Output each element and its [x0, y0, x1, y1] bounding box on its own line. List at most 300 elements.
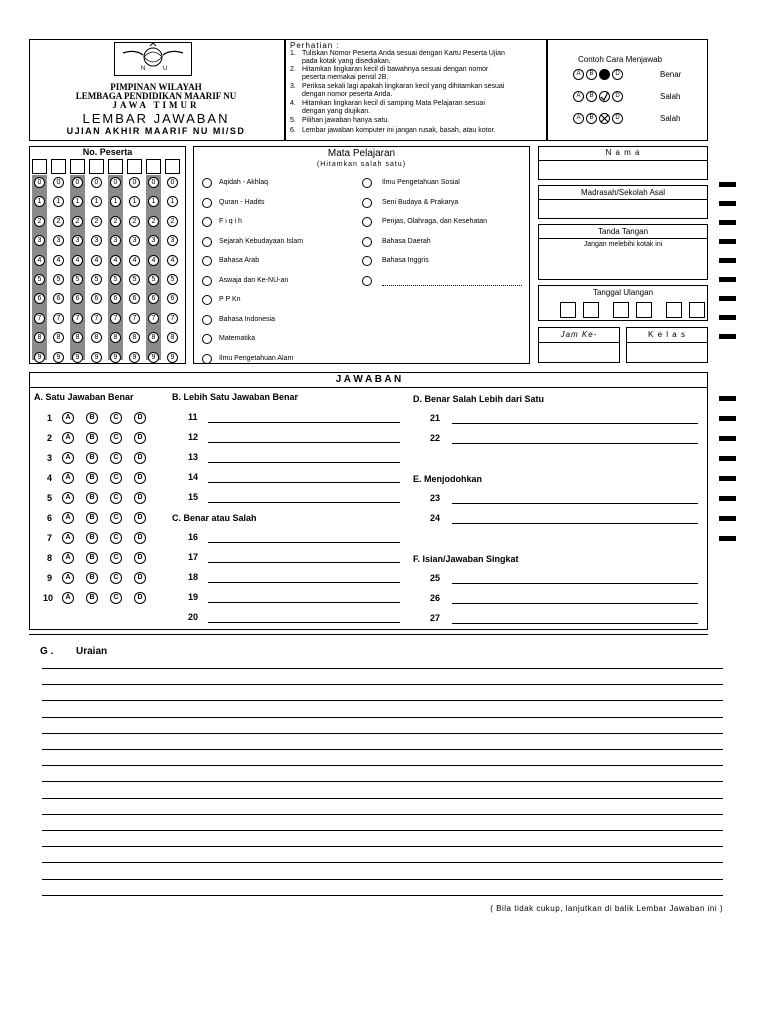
date-cell[interactable]	[583, 302, 599, 318]
example-bubble: A	[573, 113, 584, 124]
essay-line[interactable]	[42, 798, 723, 799]
digit-bubble[interactable]: 5	[148, 274, 159, 285]
subject-title: Mata Pelajaran	[327, 148, 396, 159]
question-number: 12	[188, 432, 199, 442]
digit-bubble[interactable]: 9	[110, 352, 121, 363]
section-c-title: C. Benar atau Salah	[172, 513, 257, 523]
subject-label: Penjas, Olahraga, dan Kesehatan	[382, 218, 488, 225]
answer-option-bubble[interactable]: D	[134, 492, 146, 504]
question-number: 18	[188, 572, 199, 582]
digit-bubble[interactable]: 5	[110, 274, 121, 285]
subject-bubble[interactable]	[362, 198, 372, 208]
essay-line[interactable]	[42, 895, 723, 896]
digit-entry-cell[interactable]	[127, 159, 142, 174]
instruction-text: Lembar jawaban komputer ini jangan rusak, basah, atau kotor.	[302, 127, 496, 134]
question-number: 17	[188, 552, 199, 562]
answer-option-bubble[interactable]: B	[86, 592, 98, 604]
date-cell[interactable]	[636, 302, 652, 318]
instruction-text: Tuliskan Nomor Peserta Anda sesuai dengan Kartu Peserta Ujian	[302, 50, 505, 57]
digit-bubble[interactable]: 7	[34, 313, 45, 324]
instruction-text-cont: dengan nomor peserta Anda.	[302, 91, 393, 98]
timing-mark	[719, 334, 736, 339]
nama-label: N a m a	[605, 148, 641, 157]
date-cell[interactable]	[560, 302, 576, 318]
timing-mark	[719, 239, 736, 244]
digit-bubble[interactable]: 4	[129, 255, 140, 266]
essay-line[interactable]	[42, 733, 723, 734]
example-bubble: D	[612, 113, 623, 124]
answer-line[interactable]	[208, 502, 400, 503]
digit-entry-cell[interactable]	[108, 159, 123, 174]
header-divider-1	[284, 39, 286, 141]
digit-bubble[interactable]: 4	[110, 255, 121, 266]
subject-bubble[interactable]	[202, 237, 212, 247]
digit-bubble[interactable]: 7	[129, 313, 140, 324]
answer-option-bubble[interactable]: D	[134, 472, 146, 484]
answer-option-bubble[interactable]: C	[110, 512, 122, 524]
jam-label: Jam Ke-	[560, 330, 598, 339]
digit-bubble[interactable]: 6	[91, 293, 102, 304]
subject-bubble[interactable]	[202, 354, 212, 364]
timing-mark	[719, 536, 736, 541]
answer-option-bubble[interactable]: A	[62, 412, 74, 424]
digit-bubble[interactable]: 0	[91, 177, 102, 188]
question-number: 8	[47, 553, 53, 563]
digit-bubble[interactable]: 6	[167, 293, 178, 304]
digit-bubble[interactable]: 4	[148, 255, 159, 266]
answer-option-bubble[interactable]: C	[110, 452, 122, 464]
instruction-number: 1.	[290, 50, 296, 57]
instruction-text: Hitamkan lingkaran kecil di samping Mata Pelajaran sesuai	[302, 100, 485, 107]
answer-option-bubble[interactable]: D	[134, 512, 146, 524]
answer-option-bubble[interactable]: A	[62, 492, 74, 504]
subject-other-line[interactable]	[382, 285, 522, 286]
answer-option-bubble[interactable]: B	[86, 472, 98, 484]
essay-line[interactable]	[42, 846, 723, 847]
digit-bubble[interactable]: 3	[110, 235, 121, 246]
digit-bubble[interactable]: 3	[72, 235, 83, 246]
answer-option-bubble[interactable]: B	[86, 552, 98, 564]
digit-bubble[interactable]: 4	[53, 255, 64, 266]
example-bubble	[599, 91, 610, 102]
example-bubble: A	[573, 69, 584, 80]
digit-bubble[interactable]: 3	[34, 235, 45, 246]
digit-bubble[interactable]: 3	[148, 235, 159, 246]
essay-line[interactable]	[42, 814, 723, 815]
answer-line[interactable]	[208, 442, 400, 443]
digit-bubble[interactable]: 9	[72, 352, 83, 363]
date-label: Tanggal Ulangan	[592, 288, 654, 297]
digit-bubble[interactable]: 9	[167, 352, 178, 363]
answer-line[interactable]	[452, 523, 698, 524]
digit-entry-cell[interactable]	[70, 159, 85, 174]
answer-option-bubble[interactable]: C	[110, 432, 122, 444]
answer-option-bubble[interactable]: D	[134, 432, 146, 444]
timing-mark	[719, 476, 736, 481]
example-bubble: B	[586, 69, 597, 80]
date-cell[interactable]	[689, 302, 705, 318]
answer-option-bubble[interactable]: C	[110, 592, 122, 604]
essay-line[interactable]	[42, 862, 723, 863]
subject-label: Aqidah - Akhlaq	[219, 179, 269, 186]
timing-mark	[719, 516, 736, 521]
instruction-number: 5.	[290, 117, 296, 124]
subject-label: Bahasa Arab	[219, 257, 260, 264]
subject-label: P P Kn	[219, 296, 241, 303]
timing-mark	[719, 496, 736, 501]
digit-bubble[interactable]: 4	[167, 255, 178, 266]
instruction-text-cont: peserta memakai pensil 2B.	[302, 74, 389, 81]
org-line3: JAWA TIMUR	[112, 100, 200, 110]
question-number: 21	[430, 413, 441, 423]
answer-line[interactable]	[452, 503, 698, 504]
digit-bubble[interactable]: 1	[91, 196, 102, 207]
digit-bubble[interactable]: 9	[91, 352, 102, 363]
timing-mark	[719, 436, 736, 441]
kelas-label: K e l a s	[648, 330, 686, 339]
digit-bubble[interactable]: 6	[53, 293, 64, 304]
digit-bubble[interactable]: 4	[34, 255, 45, 266]
question-number: 13	[188, 452, 199, 462]
answer-line[interactable]	[452, 623, 698, 624]
answer-option-bubble[interactable]: A	[62, 472, 74, 484]
digit-bubble[interactable]: 2	[148, 216, 159, 227]
answer-option-bubble[interactable]: A	[62, 572, 74, 584]
participant-title: No. Peserta	[82, 147, 133, 157]
digit-bubble[interactable]: 1	[72, 196, 83, 207]
instruction-text-cont: dengan yang diujikan.	[302, 108, 371, 115]
essay-line[interactable]	[42, 717, 723, 718]
essay-line[interactable]	[42, 684, 723, 685]
timing-mark	[719, 201, 736, 206]
digit-bubble[interactable]: 7	[72, 313, 83, 324]
subject-bubble[interactable]	[362, 237, 372, 247]
question-number: 25	[430, 573, 441, 583]
digit-bubble[interactable]: 2	[91, 216, 102, 227]
answer-option-bubble[interactable]: A	[62, 432, 74, 444]
answer-option-bubble[interactable]: A	[62, 552, 74, 564]
timing-mark	[719, 456, 736, 461]
madrasah-label: Madrasah/Sekolah Asal	[580, 188, 666, 197]
instruction-text-cont: pada kotak yang disediakan.	[302, 58, 391, 65]
digit-bubble[interactable]: 8	[72, 332, 83, 343]
subject-bubble[interactable]	[202, 198, 212, 208]
question-number: 1	[47, 413, 53, 423]
section-f-title: F. Isian/Jawaban Singkat	[413, 554, 519, 564]
digit-bubble[interactable]: 9	[34, 352, 45, 363]
essay-line[interactable]	[42, 765, 723, 766]
essay-footer: ( Bila tidak cukup, lanjutkan di balik Lembar Jawaban ini )	[490, 904, 723, 913]
digit-bubble[interactable]: 7	[148, 313, 159, 324]
question-number: 27	[430, 613, 441, 623]
subject-bubble[interactable]	[362, 178, 372, 188]
digit-bubble[interactable]: 8	[53, 332, 64, 343]
essay-line[interactable]	[42, 668, 723, 669]
digit-bubble[interactable]: 3	[129, 235, 140, 246]
example-bubble: D	[612, 91, 623, 102]
answer-line[interactable]	[452, 443, 698, 444]
digit-bubble[interactable]: 1	[34, 196, 45, 207]
answer-line[interactable]	[208, 582, 400, 583]
answer-option-bubble[interactable]: D	[134, 552, 146, 564]
subject-label: Seni Budaya & Prakarya	[382, 198, 459, 206]
subject-bubble[interactable]	[202, 178, 212, 188]
digit-bubble[interactable]: 2	[72, 216, 83, 227]
subject-label: Quran - Hadits	[219, 198, 265, 206]
digit-bubble[interactable]: 5	[167, 274, 178, 285]
digit-bubble[interactable]: 7	[167, 313, 178, 324]
subject-label: Ilmu Pengetahuan Sosial	[382, 179, 460, 186]
digit-bubble[interactable]: 2	[53, 216, 64, 227]
subject-label: Ilmu Pengetahuan Alam	[219, 354, 294, 362]
answer-option-bubble[interactable]: B	[86, 512, 98, 524]
instruction-text: Hitamkan lingkaran kecil di bawahnya sesuai dengan nomor	[302, 66, 489, 73]
digit-bubble[interactable]: 1	[129, 196, 140, 207]
instruction-number: 4.	[290, 100, 296, 107]
example-bubble: B	[586, 113, 597, 124]
digit-bubble[interactable]: 3	[53, 235, 64, 246]
essay-letter: G .	[40, 646, 54, 657]
subject-bubble[interactable]	[202, 315, 212, 325]
example-label: Salah	[660, 92, 681, 101]
section-a-title: A. Satu Jawaban Benar	[34, 392, 134, 402]
question-number: 19	[188, 592, 199, 602]
digit-entry-cell[interactable]	[165, 159, 180, 174]
essay-line[interactable]	[42, 830, 723, 831]
answer-line[interactable]	[452, 603, 698, 604]
digit-bubble[interactable]: 0	[72, 177, 83, 188]
digit-bubble[interactable]: 2	[167, 216, 178, 227]
answer-line[interactable]	[208, 622, 400, 623]
example-title: Contoh Cara Menjawab	[578, 55, 663, 64]
digit-bubble[interactable]: 7	[110, 313, 121, 324]
digit-bubble[interactable]: 7	[53, 313, 64, 324]
question-number: 15	[188, 492, 199, 502]
timing-mark	[719, 296, 736, 301]
answer-line[interactable]	[208, 482, 400, 483]
timing-mark	[719, 315, 736, 320]
subject-bubble[interactable]	[362, 276, 372, 286]
timing-mark	[719, 258, 736, 263]
subject-label: Bahasa Indonesia	[219, 315, 276, 323]
digit-bubble[interactable]: 6	[129, 293, 140, 304]
question-number: 3	[47, 453, 53, 463]
question-number: 23	[430, 493, 441, 503]
answer-option-bubble[interactable]: A	[62, 512, 74, 524]
answer-option-bubble[interactable]: D	[134, 592, 146, 604]
answer-option-bubble[interactable]: B	[86, 452, 98, 464]
essay-line[interactable]	[42, 749, 723, 750]
digit-bubble[interactable]: 2	[34, 216, 45, 227]
essay-line[interactable]	[42, 879, 723, 880]
subject-bubble[interactable]	[202, 295, 212, 305]
question-number: 22	[430, 433, 441, 443]
digit-bubble[interactable]: 3	[91, 235, 102, 246]
digit-bubble[interactable]: 0	[110, 177, 121, 188]
timing-mark	[719, 396, 736, 401]
question-number: 2	[47, 433, 53, 443]
subject-bubble[interactable]	[202, 276, 212, 286]
subject-bubble[interactable]	[202, 217, 212, 227]
digit-bubble[interactable]: 1	[167, 196, 178, 207]
digit-bubble[interactable]: 5	[72, 274, 83, 285]
instruction-number: 3.	[290, 83, 296, 90]
subject-bubble[interactable]	[202, 256, 212, 266]
org-line2: LEMBAGA PENDIDIKAN MAARIF NU	[75, 91, 237, 101]
header-divider-2	[546, 39, 548, 141]
example-label: Benar	[660, 70, 682, 79]
instruction-number: 2.	[290, 66, 296, 73]
example-bubble	[599, 113, 610, 124]
question-number: 10	[43, 593, 54, 603]
answer-option-bubble[interactable]: B	[86, 572, 98, 584]
answer-line[interactable]	[208, 542, 400, 543]
digit-bubble[interactable]: 4	[72, 255, 83, 266]
answer-line[interactable]	[208, 562, 400, 563]
question-number: 7	[47, 533, 53, 543]
digit-bubble[interactable]: 9	[53, 352, 64, 363]
timing-mark	[719, 220, 736, 225]
answer-option-bubble[interactable]: A	[62, 532, 74, 544]
signature-note: Jangan melebihi kotak ini	[583, 241, 663, 248]
digit-bubble[interactable]: 8	[167, 332, 178, 343]
digit-entry-cell[interactable]	[89, 159, 104, 174]
section-e-title: E. Menjodohkan	[413, 474, 483, 484]
digit-bubble[interactable]: 8	[110, 332, 121, 343]
answer-option-bubble[interactable]: B	[86, 412, 98, 424]
digit-entry-cell[interactable]	[146, 159, 161, 174]
subject-bubble[interactable]	[202, 334, 212, 344]
subject-subtitle: (Hitamkan salah satu)	[316, 161, 407, 168]
essay-line[interactable]	[42, 781, 723, 782]
digit-bubble[interactable]: 6	[34, 293, 45, 304]
date-cell[interactable]	[666, 302, 682, 318]
logo-text: N U	[141, 66, 176, 72]
example-bubble: D	[612, 69, 623, 80]
digit-bubble[interactable]: 8	[129, 332, 140, 343]
subject-label: Bahasa Inggris	[382, 257, 429, 264]
answer-option-bubble[interactable]: B	[86, 432, 98, 444]
answer-box	[29, 372, 708, 630]
answer-option-bubble[interactable]: B	[86, 492, 98, 504]
digit-bubble[interactable]: 4	[91, 255, 102, 266]
digit-bubble[interactable]: 5	[129, 274, 140, 285]
instruction-text: Pilihan jawaban hanya satu.	[302, 117, 390, 124]
digit-bubble[interactable]: 0	[34, 177, 45, 188]
answer-option-bubble[interactable]: C	[110, 492, 122, 504]
digit-bubble[interactable]: 3	[167, 235, 178, 246]
question-number: 9	[47, 573, 53, 583]
answer-line[interactable]	[208, 422, 400, 423]
subject-label: Bahasa Daerah	[382, 237, 431, 245]
digit-bubble[interactable]: 6	[72, 293, 83, 304]
digit-entry-cell[interactable]	[32, 159, 47, 174]
digit-bubble[interactable]: 9	[148, 352, 159, 363]
digit-bubble[interactable]: 1	[110, 196, 121, 207]
digit-bubble[interactable]: 1	[53, 196, 64, 207]
question-number: 16	[188, 532, 199, 542]
example-bubble: B	[586, 91, 597, 102]
form-subtitle: UJIAN AKHIR MAARIF NU MI/SD	[66, 126, 246, 136]
signature-label: Tanda Tangan	[597, 227, 649, 236]
section-d-title: D. Benar Salah Lebih dari Satu	[413, 394, 545, 404]
question-number: 5	[47, 493, 53, 503]
subject-label: F i q i h	[219, 218, 242, 225]
date-cell[interactable]	[613, 302, 629, 318]
answer-option-bubble[interactable]: C	[110, 412, 122, 424]
digit-bubble[interactable]: 7	[91, 313, 102, 324]
form-title: LEMBAR JAWABAN	[82, 111, 230, 126]
digit-bubble[interactable]: 5	[91, 274, 102, 285]
example-label: Salah	[660, 114, 681, 123]
digit-bubble[interactable]: 1	[148, 196, 159, 207]
subject-bubble[interactable]	[362, 217, 372, 227]
digit-bubble[interactable]: 8	[91, 332, 102, 343]
answer-option-bubble[interactable]: C	[110, 552, 122, 564]
answer-option-bubble[interactable]: B	[86, 532, 98, 544]
timing-mark	[719, 182, 736, 187]
answer-option-bubble[interactable]: C	[110, 532, 122, 544]
digit-bubble[interactable]: 8	[148, 332, 159, 343]
answer-option-bubble[interactable]: C	[110, 472, 122, 484]
digit-bubble[interactable]: 0	[129, 177, 140, 188]
question-number: 24	[430, 513, 441, 523]
digit-bubble[interactable]: 5	[34, 274, 45, 285]
instruction-number: 6.	[290, 127, 296, 134]
answer-title: J A W A B A N	[335, 374, 402, 385]
answer-option-bubble[interactable]: A	[62, 452, 74, 464]
answer-option-bubble[interactable]: D	[134, 412, 146, 424]
section-b-title: B. Lebih Satu Jawaban Benar	[172, 392, 299, 402]
answer-option-bubble[interactable]: D	[134, 532, 146, 544]
answer-line[interactable]	[208, 602, 400, 603]
digit-bubble[interactable]: 8	[34, 332, 45, 343]
essay-title: Uraian	[76, 646, 108, 657]
digit-bubble[interactable]: 0	[148, 177, 159, 188]
answer-line[interactable]	[452, 583, 698, 584]
answer-option-bubble[interactable]: C	[110, 572, 122, 584]
digit-bubble[interactable]: 0	[167, 177, 178, 188]
example-bubble	[599, 69, 610, 80]
instruction-text: Periksa sekali lagi apakah lingkaran kecil yang dihitamkan sesuai	[302, 83, 505, 90]
timing-mark	[719, 416, 736, 421]
digit-bubble[interactable]: 0	[53, 177, 64, 188]
digit-bubble[interactable]: 9	[129, 352, 140, 363]
question-number: 14	[188, 472, 199, 482]
essay-line[interactable]	[42, 700, 723, 701]
nu-logo	[114, 42, 192, 76]
digit-bubble[interactable]: 2	[129, 216, 140, 227]
digit-entry-cell[interactable]	[51, 159, 66, 174]
digit-bubble[interactable]: 2	[110, 216, 121, 227]
answer-option-bubble[interactable]: D	[134, 572, 146, 584]
answer-line[interactable]	[208, 462, 400, 463]
example-bubble: A	[573, 91, 584, 102]
subject-bubble[interactable]	[362, 256, 372, 266]
answer-line[interactable]	[452, 423, 698, 424]
subject-label: Sejarah Kebudayaan Islam	[219, 237, 304, 245]
question-number: 11	[188, 412, 198, 422]
answer-option-bubble[interactable]: A	[62, 592, 74, 604]
digit-bubble[interactable]: 6	[148, 293, 159, 304]
org-line1: PIMPINAN WILAYAH	[110, 82, 202, 92]
question-number: 20	[188, 612, 199, 622]
digit-bubble[interactable]: 6	[110, 293, 121, 304]
answer-option-bubble[interactable]: D	[134, 452, 146, 464]
timing-mark	[719, 277, 736, 282]
digit-bubble[interactable]: 5	[53, 274, 64, 285]
question-number: 6	[47, 513, 53, 523]
